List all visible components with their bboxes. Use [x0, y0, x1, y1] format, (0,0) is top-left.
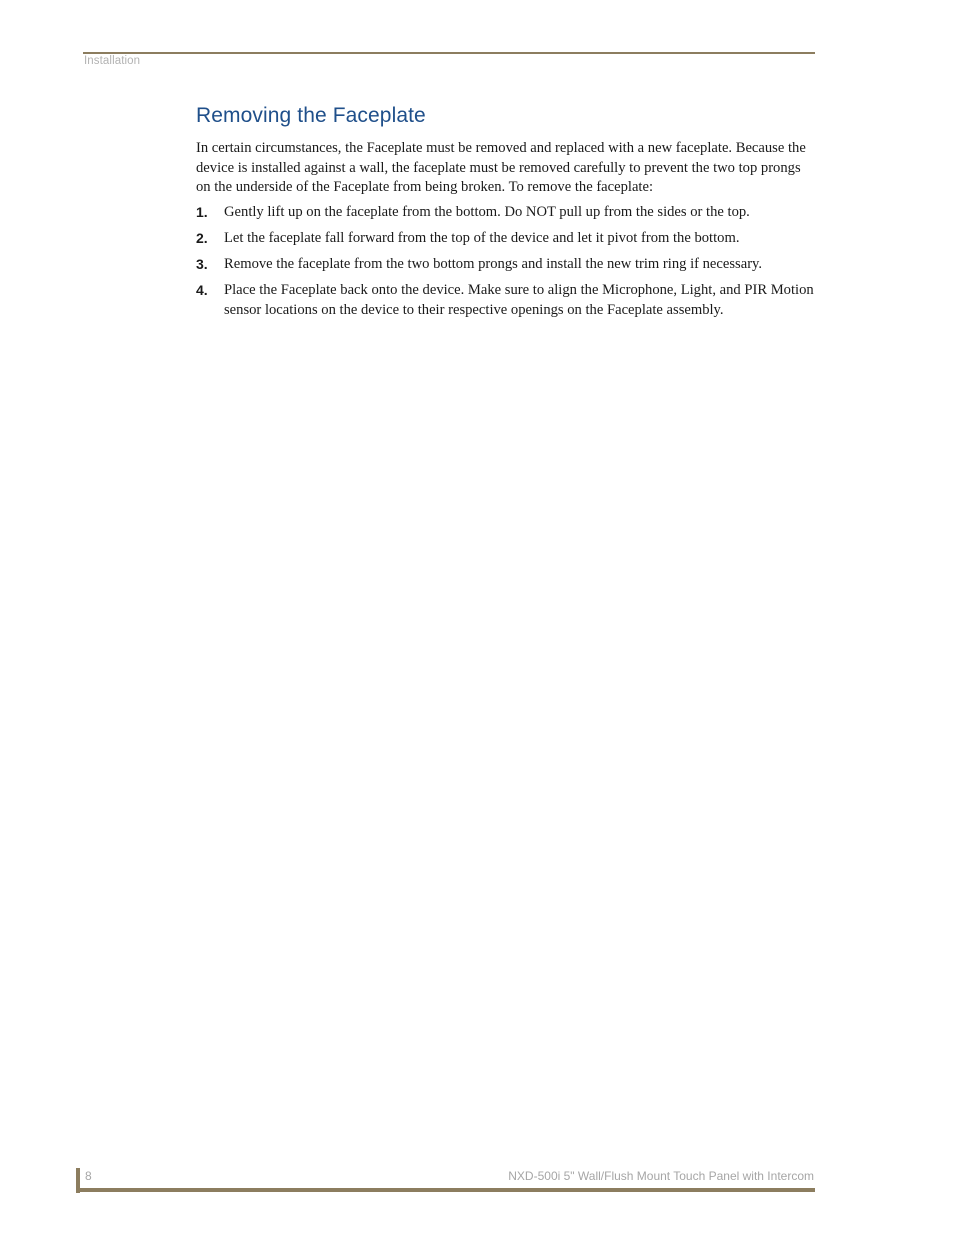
list-item — [196, 229, 816, 249]
step-number: 2. — [196, 230, 208, 246]
step-number: 3. — [196, 256, 208, 272]
step-text: Let the faceplate fall forward from the top of the device and let it pivot from the bottom. — [224, 230, 740, 246]
footer-document-title: NXD-500i 5" Wall/Flush Mount Touch Panel with Intercom — [508, 1169, 814, 1183]
list-item — [196, 281, 816, 320]
list-item — [196, 203, 816, 223]
step-number: 1. — [196, 204, 208, 220]
step-text: Place the Faceplate back onto the device. Make sure to align the Microphone, Light, and PIR Motion sensor locations on the device to their respective openings on the Faceplate assembly. — [224, 282, 814, 318]
header-section-label: Installation — [84, 55, 141, 67]
step-number: 4. — [196, 282, 208, 298]
steps-list — [196, 203, 816, 327]
intro-paragraph: In certain circumstances, the Faceplate must be removed and replaced with a new faceplate. Because the device is installed against a wall, the faceplate must be removed carefully to prevent the two top prongs on the underside of the Faceplate from being broken. To remove the faceplate: — [196, 140, 806, 195]
step-text: Remove the faceplate from the two bottom prongs and install the new trim ring if necessary. — [224, 256, 763, 272]
footer-rule — [76, 1188, 815, 1192]
list-item — [196, 255, 816, 275]
page-number: 8 — [85, 1169, 92, 1183]
step-text: Gently lift up on the faceplate from the bottom. Do NOT pull up from the sides or the top. — [224, 204, 750, 220]
header-rule — [83, 52, 815, 54]
section-title: Removing the Faceplate — [196, 104, 426, 127]
